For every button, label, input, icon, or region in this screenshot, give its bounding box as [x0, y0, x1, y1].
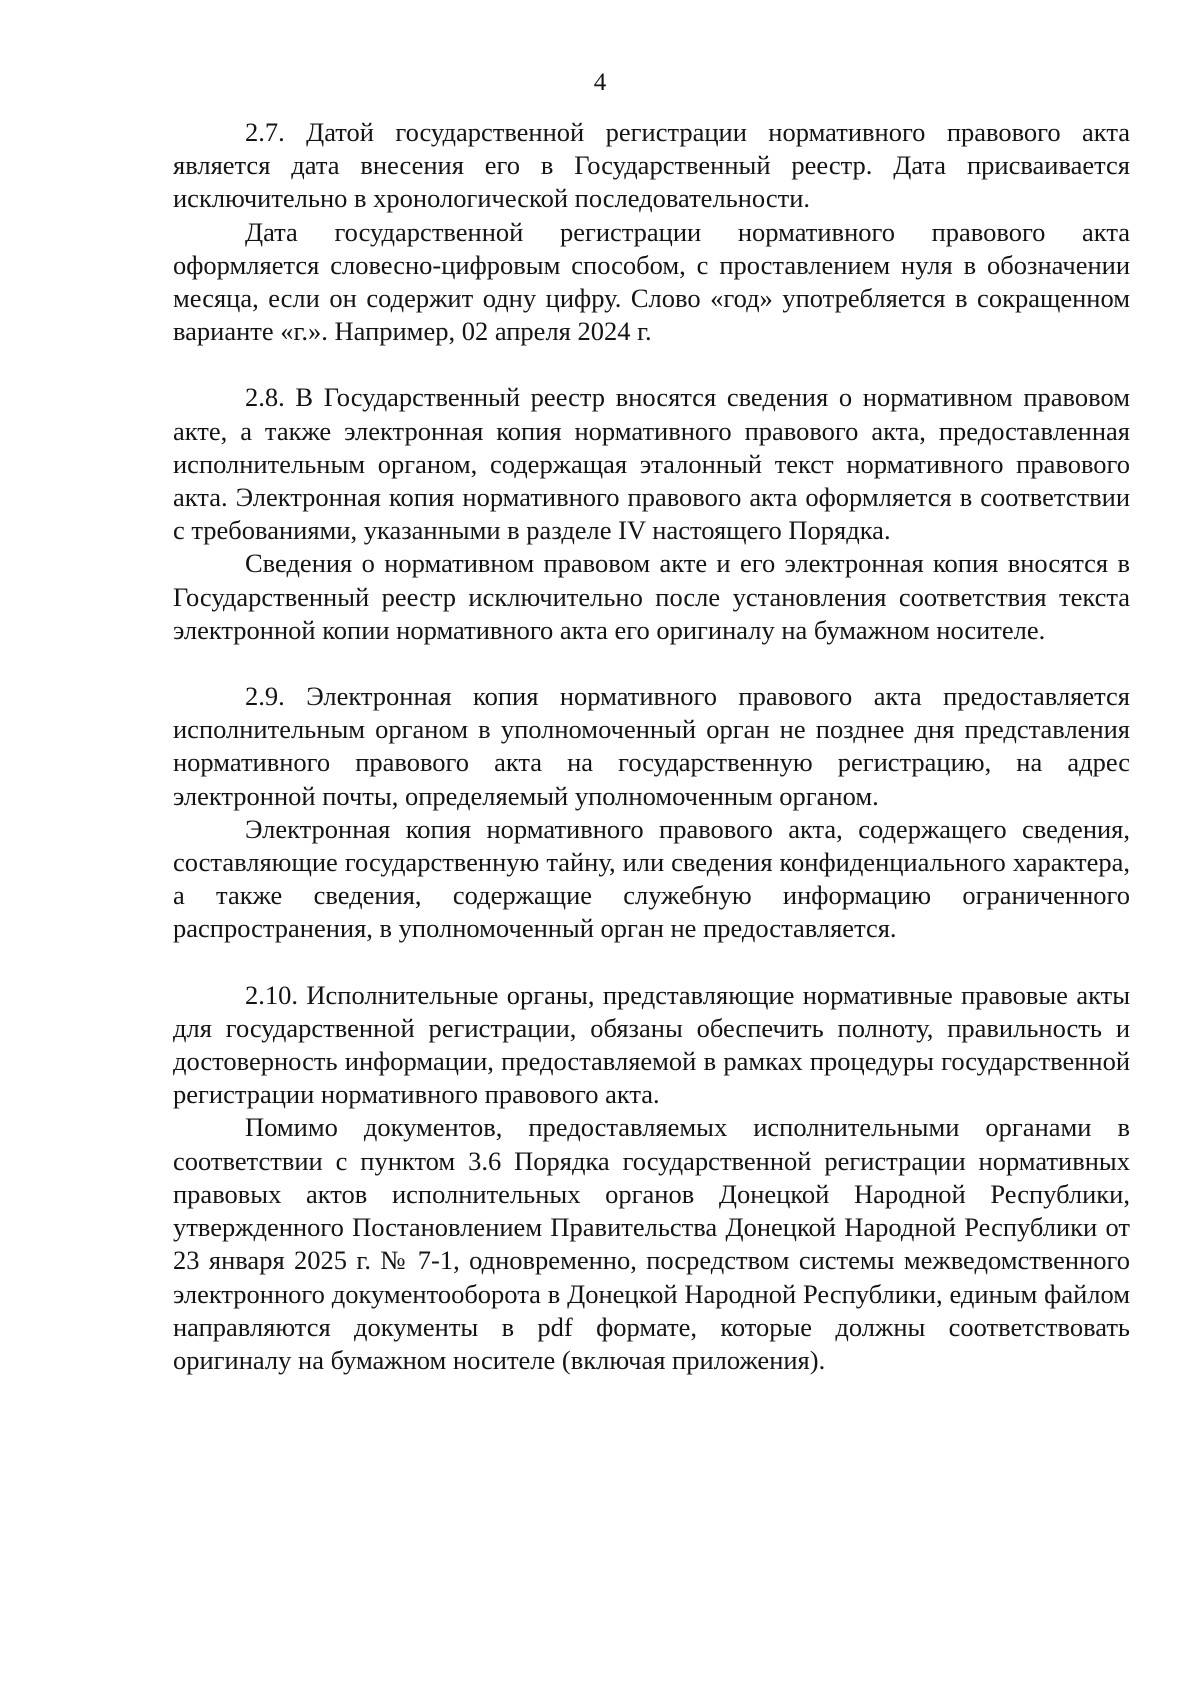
page-number: 4	[593, 69, 607, 96]
paragraph: 2.9. Электронная копия нормативного правового акта предоставляется исполнительным органом в уполномоченный орган не позднее дня представления нормативного правового акта на государственную регистрацию, на адрес электронной почты, определяемый уполномоченным органом.	[173, 681, 1130, 811]
paragraph: Электронная копия нормативного правового акта, содержащего сведения, составляющие государственную тайну, или сведения конфиденциального характера, а также сведения, содержащие служебную информацию ограниченного распространения, в уполномоченный орган не предоставляется.	[173, 813, 1130, 944]
section-2-10	[173, 979, 1130, 1377]
paragraph: Сведения о нормативном правовом акте и его электронная копия вносятся в Государственный реестр исключительно после установления соответствия текста электронной копии нормативного акта его оригиналу на бумажном носителе.	[173, 548, 1130, 645]
document-body	[173, 116, 1130, 1410]
paragraph: 2.10. Исполнительные органы, представляющие нормативные правовые акты для государственной регистрации, обязаны обеспечить полноту, правильность и достоверность информации, предоставляемой в рамках процедуры государственной регистрации нормативного правового акта.	[173, 979, 1130, 1110]
paragraph: 2.7. Датой государственной регистрации нормативного правового акта является дата внесения его в Государственный реестр. Дата присваивается исключительно в хронологической последовательности.	[173, 117, 1130, 214]
paragraph: Помимо документов, предоставляемых исполнительными органами в соответствии с пунктом 3.6 Порядка государственной регистрации нормативных правовых актов исполнительных органов Донецкой Народной Республики, утвержденного Постановлением Правительства Донецкой Народной Республики от 23 января 2025 г. № 7-1, одновременно, посредством системы межведомственного электронного документооборота в Донецкой Народной Республики, единым файлом направляются документы в pdf формате, которые должны соответствовать оригиналу на бумажном носителе (включая приложения).	[173, 1112, 1130, 1375]
section-2-9	[173, 680, 1130, 946]
paragraph: 2.8. В Государственный реестр вносятся сведения о нормативном правовом акте, а также электронная копия нормативного правового акта, предоставленная исполнительным органом, содержащая эталонный текст нормативного правового акта. Электронная копия нормативного правового акта оформляется в соответствии с требованиями, указанными в разделе IV настоящего Порядка.	[173, 382, 1130, 546]
section-2-8	[173, 381, 1130, 647]
paragraph: Дата государственной регистрации нормативного правового акта оформляется словесно-цифровым способом, с проставлением нуля в обозначении месяца, если он содержит одну цифру. Слово «год» употребляется в сокращенном варианте «г.». Например, 02 апреля 2024 г.	[173, 216, 1130, 347]
section-2-7	[173, 116, 1130, 348]
